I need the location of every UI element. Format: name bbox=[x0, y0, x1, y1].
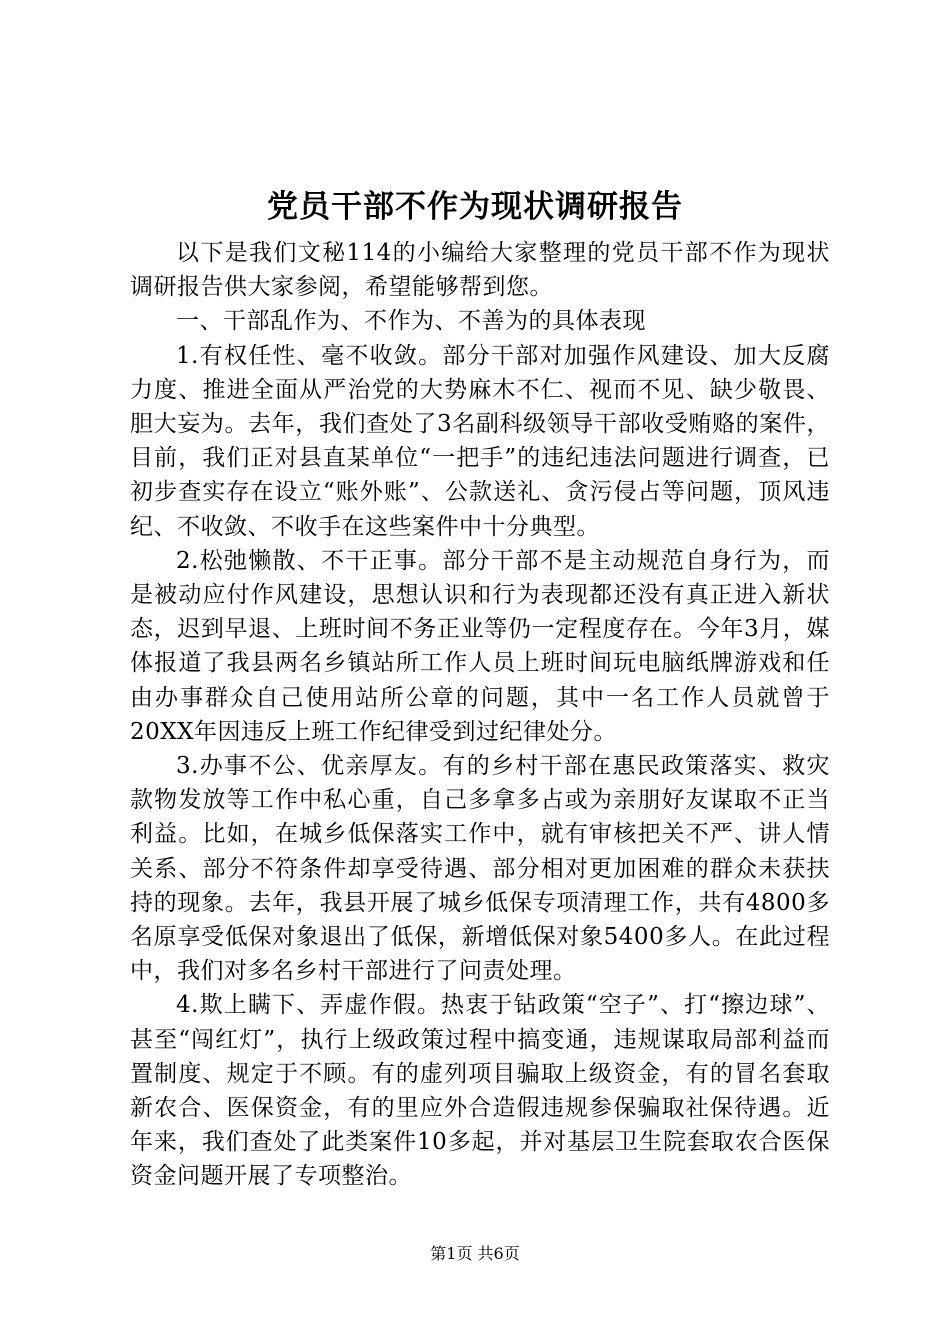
intro-paragraph: 以下是我们文秘114的小编给大家整理的党员干部不作为现状调研报告供大家参阅，希望能够帮到您。 bbox=[130, 240, 830, 301]
page-footer bbox=[0, 1243, 950, 1265]
page-indicator: 第1页 共6页 bbox=[430, 1244, 520, 1263]
body-paragraph-1: 1.有权任性、毫不收敛。部分干部对加强作风建设、加大反腐力度、推进全面从严治党的大势麻木不仁、视而不见、缺少敬畏、胆大妄为。去年，我们查处了3名副科级领导干部收受贿赂的案件，目前，我们正对县直某单位“一把手”的违纪违法问题进行调查，已初步查实存在设立“账外账”、公款送礼、贪污侵占等问题，顶风违纪、不收敛、不收手在这些案件中十分典型。 bbox=[130, 342, 830, 540]
document-body bbox=[130, 236, 830, 1194]
document-title: 党员干部不作为现状调研报告 bbox=[267, 189, 683, 225]
section-heading: 一、干部乱作为、不作为、不善为的具体表现 bbox=[176, 308, 646, 335]
body-paragraph-4: 4.欺上瞒下、弄虚作假。热衷于钻政策“空子”、打“擦边球”、甚至“闯红灯”，执行上级政策过程中搞变通，违规谋取局部利益而置制度、规定于不顾。有的虚列项目骗取上级资金，有的冒名套取新农合、医保资金，有的里应外合造假违规参保骗取社保待遇。近年来，我们查处了此类案件10多起，并对基层卫生院套取农合医保资金问题开展了专项整治。 bbox=[130, 992, 830, 1190]
body-paragraph-3: 3.办事不公、优亲厚友。有的乡村干部在惠民政策落实、救灾款物发放等工作中私心重，自己多拿多占或为亲朋好友谋取不正当利益。比如，在城乡低保落实工作中，就有审核把关不严、讲人情关系、部分不符条件却享受待遇、部分相对更加困难的群众未获扶持的现象。去年，我县开展了城乡低保专项清理工作，共有4800多名原享受低保对象退出了低保，新增低保对象5400多人。在此过程中，我们对多名乡村干部进行了问责处理。 bbox=[130, 753, 830, 985]
body-paragraph-2: 2.松弛懒散、不干正事。部分干部不是主动规范自身行为，而是被动应付作风建设，思想认识和行为表现都还没有真正进入新状态，迟到早退、上班时间不务正业等仍一定程度存在。今年3月，媒体报道了我县两名乡镇站所工作人员上班时间玩电脑纸牌游戏和任由办事群众自己使用站所公章的问题，其中一名工作人员就曾于20XX年因违反上班工作纪律受到过纪律处分。 bbox=[130, 547, 830, 745]
